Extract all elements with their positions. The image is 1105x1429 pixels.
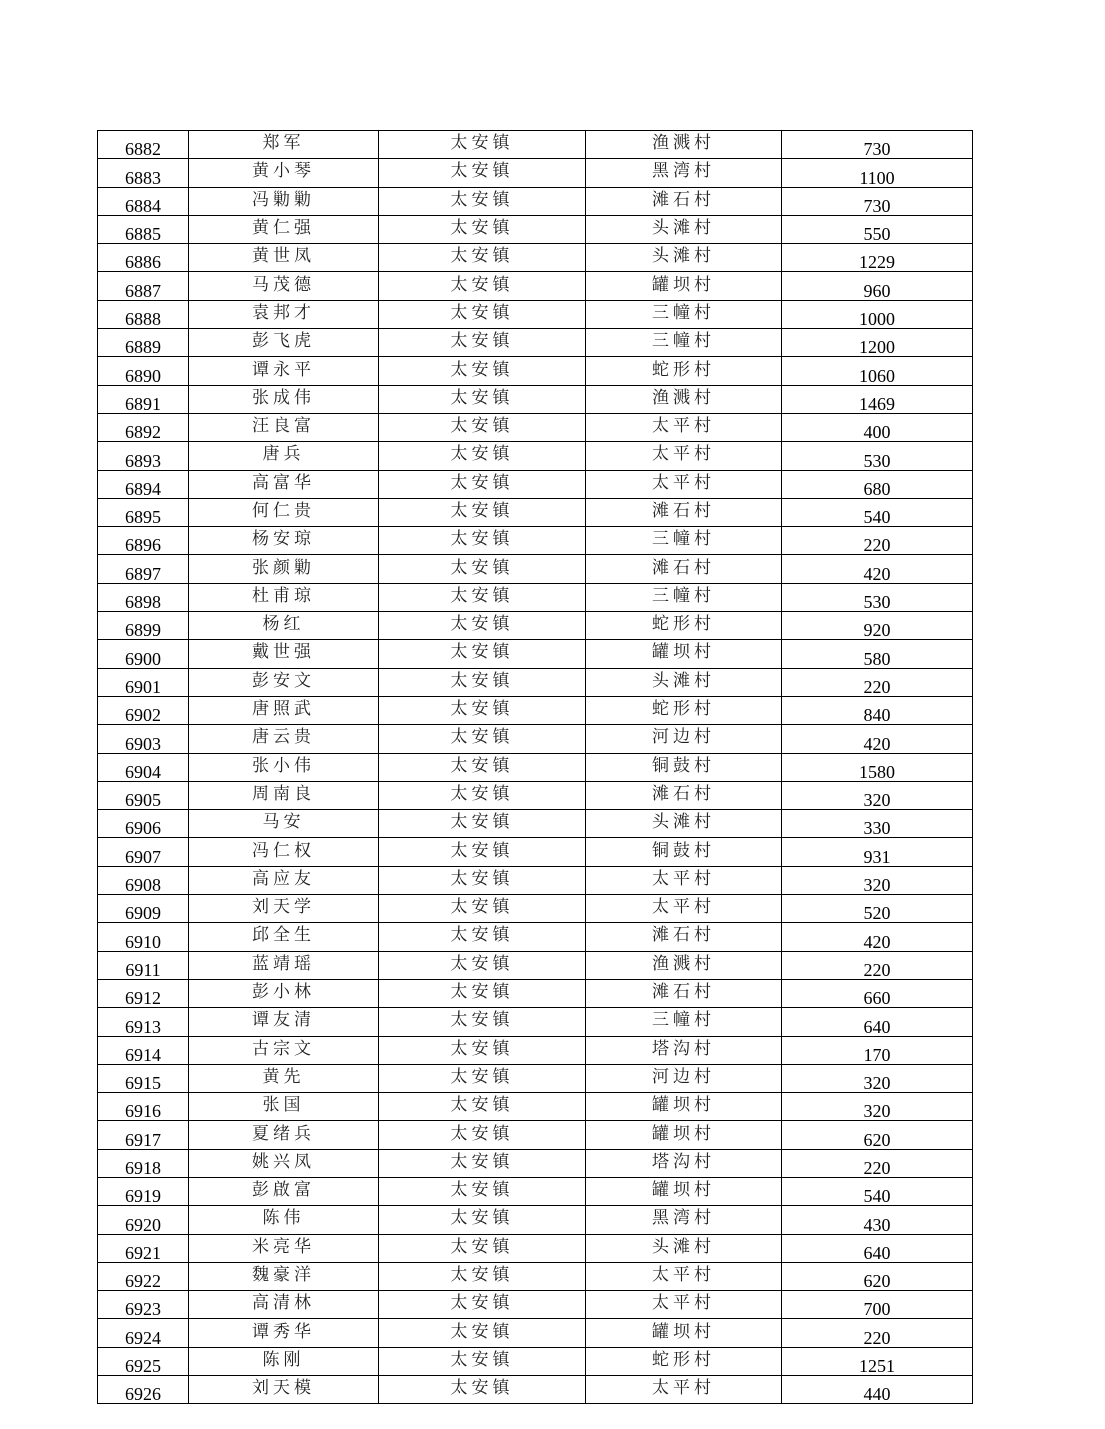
row-number-cell: 6911 <box>98 951 189 979</box>
amount-cell: 420 <box>782 923 973 951</box>
table-row <box>98 187 973 215</box>
town-cell: 太安镇 <box>379 923 586 951</box>
row-number-cell: 6908 <box>98 866 189 894</box>
village-cell: 蛇形村 <box>586 696 782 724</box>
name-cell: 魏豪洋 <box>189 1262 379 1290</box>
amount-cell: 320 <box>782 781 973 809</box>
table-body <box>98 131 973 1404</box>
amount-cell: 320 <box>782 1064 973 1092</box>
table-row <box>98 838 973 866</box>
village-cell: 渔溅村 <box>586 385 782 413</box>
name-cell: 张颜勦 <box>189 555 379 583</box>
row-number-cell: 6886 <box>98 244 189 272</box>
row-number-cell: 6899 <box>98 612 189 640</box>
amount-cell: 220 <box>782 1149 973 1177</box>
table-row <box>98 781 973 809</box>
table-row <box>98 527 973 555</box>
village-cell: 滩石村 <box>586 979 782 1007</box>
town-cell: 太安镇 <box>379 725 586 753</box>
row-number-cell: 6891 <box>98 385 189 413</box>
name-cell: 高应友 <box>189 866 379 894</box>
village-cell: 罐坝村 <box>586 1319 782 1347</box>
amount-cell: 840 <box>782 696 973 724</box>
table-row <box>98 131 973 159</box>
table-row <box>98 442 973 470</box>
row-number-cell: 6893 <box>98 442 189 470</box>
town-cell: 太安镇 <box>379 215 586 243</box>
town-cell: 太安镇 <box>379 1291 586 1319</box>
village-cell: 头滩村 <box>586 810 782 838</box>
name-cell: 黄小琴 <box>189 159 379 187</box>
village-cell: 铜鼓村 <box>586 838 782 866</box>
amount-cell: 1469 <box>782 385 973 413</box>
village-cell: 铜鼓村 <box>586 753 782 781</box>
village-cell: 三幢村 <box>586 583 782 611</box>
amount-cell: 320 <box>782 1093 973 1121</box>
town-cell: 太安镇 <box>379 442 586 470</box>
amount-cell: 680 <box>782 470 973 498</box>
row-number-cell: 6883 <box>98 159 189 187</box>
town-cell: 太安镇 <box>379 753 586 781</box>
table-row <box>98 1319 973 1347</box>
name-cell: 高富华 <box>189 470 379 498</box>
table-row <box>98 1121 973 1149</box>
town-cell: 太安镇 <box>379 1234 586 1262</box>
name-cell: 张成伟 <box>189 385 379 413</box>
town-cell: 太安镇 <box>379 329 586 357</box>
amount-cell: 320 <box>782 866 973 894</box>
town-cell: 太安镇 <box>379 1347 586 1375</box>
amount-cell: 730 <box>782 131 973 159</box>
town-cell: 太安镇 <box>379 1036 586 1064</box>
recipient-table <box>97 130 973 1404</box>
village-cell: 渔溅村 <box>586 951 782 979</box>
name-cell: 彭飞虎 <box>189 329 379 357</box>
table-row <box>98 1206 973 1234</box>
name-cell: 唐云贵 <box>189 725 379 753</box>
village-cell: 太平村 <box>586 442 782 470</box>
table-row <box>98 725 973 753</box>
row-number-cell: 6924 <box>98 1319 189 1347</box>
table-row <box>98 1149 973 1177</box>
row-number-cell: 6925 <box>98 1347 189 1375</box>
amount-cell: 220 <box>782 951 973 979</box>
village-cell: 塔沟村 <box>586 1149 782 1177</box>
village-cell: 三幢村 <box>586 300 782 328</box>
village-cell: 黑湾村 <box>586 159 782 187</box>
village-cell: 罐坝村 <box>586 272 782 300</box>
town-cell: 太安镇 <box>379 612 586 640</box>
row-number-cell: 6919 <box>98 1177 189 1205</box>
name-cell: 黄世凤 <box>189 244 379 272</box>
table-row <box>98 1036 973 1064</box>
amount-cell: 1000 <box>782 300 973 328</box>
village-cell: 滩石村 <box>586 498 782 526</box>
row-number-cell: 6915 <box>98 1064 189 1092</box>
amount-cell: 640 <box>782 1234 973 1262</box>
town-cell: 太安镇 <box>379 640 586 668</box>
town-cell: 太安镇 <box>379 131 586 159</box>
town-cell: 太安镇 <box>379 979 586 1007</box>
name-cell: 黄先 <box>189 1064 379 1092</box>
row-number-cell: 6923 <box>98 1291 189 1319</box>
amount-cell: 430 <box>782 1206 973 1234</box>
village-cell: 头滩村 <box>586 244 782 272</box>
row-number-cell: 6910 <box>98 923 189 951</box>
row-number-cell: 6887 <box>98 272 189 300</box>
village-cell: 黑湾村 <box>586 1206 782 1234</box>
amount-cell: 170 <box>782 1036 973 1064</box>
amount-cell: 960 <box>782 272 973 300</box>
village-cell: 罐坝村 <box>586 640 782 668</box>
amount-cell: 700 <box>782 1291 973 1319</box>
town-cell: 太安镇 <box>379 527 586 555</box>
table-row <box>98 1347 973 1375</box>
amount-cell: 520 <box>782 895 973 923</box>
amount-cell: 931 <box>782 838 973 866</box>
row-number-cell: 6913 <box>98 1008 189 1036</box>
name-cell: 古宗文 <box>189 1036 379 1064</box>
name-cell: 陈伟 <box>189 1206 379 1234</box>
row-number-cell: 6898 <box>98 583 189 611</box>
row-number-cell: 6907 <box>98 838 189 866</box>
town-cell: 太安镇 <box>379 272 586 300</box>
town-cell: 太安镇 <box>379 300 586 328</box>
amount-cell: 580 <box>782 640 973 668</box>
town-cell: 太安镇 <box>379 159 586 187</box>
village-cell: 罐坝村 <box>586 1177 782 1205</box>
amount-cell: 1060 <box>782 357 973 385</box>
name-cell: 戴世强 <box>189 640 379 668</box>
name-cell: 汪良富 <box>189 413 379 441</box>
name-cell: 郑军 <box>189 131 379 159</box>
table-row <box>98 159 973 187</box>
town-cell: 太安镇 <box>379 1093 586 1121</box>
table-row <box>98 979 973 1007</box>
table-row <box>98 498 973 526</box>
village-cell: 太平村 <box>586 895 782 923</box>
amount-cell: 220 <box>782 1319 973 1347</box>
town-cell: 太安镇 <box>379 1262 586 1290</box>
row-number-cell: 6901 <box>98 668 189 696</box>
amount-cell: 550 <box>782 215 973 243</box>
village-cell: 罐坝村 <box>586 1121 782 1149</box>
name-cell: 邱全生 <box>189 923 379 951</box>
name-cell: 刘天学 <box>189 895 379 923</box>
row-number-cell: 6892 <box>98 413 189 441</box>
town-cell: 太安镇 <box>379 357 586 385</box>
name-cell: 夏绪兵 <box>189 1121 379 1149</box>
amount-cell: 220 <box>782 527 973 555</box>
village-cell: 滩石村 <box>586 923 782 951</box>
amount-cell: 420 <box>782 555 973 583</box>
village-cell: 蛇形村 <box>586 357 782 385</box>
town-cell: 太安镇 <box>379 810 586 838</box>
village-cell: 罐坝村 <box>586 1093 782 1121</box>
name-cell: 唐兵 <box>189 442 379 470</box>
village-cell: 太平村 <box>586 470 782 498</box>
row-number-cell: 6918 <box>98 1149 189 1177</box>
village-cell: 三幢村 <box>586 527 782 555</box>
village-cell: 滩石村 <box>586 555 782 583</box>
row-number-cell: 6909 <box>98 895 189 923</box>
village-cell: 渔溅村 <box>586 131 782 159</box>
name-cell: 马茂德 <box>189 272 379 300</box>
amount-cell: 540 <box>782 1177 973 1205</box>
name-cell: 彭小林 <box>189 979 379 1007</box>
amount-cell: 400 <box>782 413 973 441</box>
amount-cell: 1100 <box>782 159 973 187</box>
name-cell: 高清林 <box>189 1291 379 1319</box>
village-cell: 太平村 <box>586 1376 782 1404</box>
table-row <box>98 668 973 696</box>
name-cell: 周南良 <box>189 781 379 809</box>
table-row <box>98 696 973 724</box>
row-number-cell: 6920 <box>98 1206 189 1234</box>
name-cell: 杜甫琼 <box>189 583 379 611</box>
row-number-cell: 6902 <box>98 696 189 724</box>
town-cell: 太安镇 <box>379 187 586 215</box>
row-number-cell: 6926 <box>98 1376 189 1404</box>
name-cell: 姚兴凤 <box>189 1149 379 1177</box>
table-row <box>98 1376 973 1404</box>
table-row <box>98 1064 973 1092</box>
name-cell: 冯勦勦 <box>189 187 379 215</box>
town-cell: 太安镇 <box>379 1376 586 1404</box>
table-row <box>98 244 973 272</box>
name-cell: 刘天模 <box>189 1376 379 1404</box>
town-cell: 太安镇 <box>379 951 586 979</box>
table-row <box>98 866 973 894</box>
row-number-cell: 6914 <box>98 1036 189 1064</box>
row-number-cell: 6916 <box>98 1093 189 1121</box>
table-row <box>98 470 973 498</box>
table-row <box>98 215 973 243</box>
name-cell: 冯仁权 <box>189 838 379 866</box>
town-cell: 太安镇 <box>379 1008 586 1036</box>
town-cell: 太安镇 <box>379 244 586 272</box>
village-cell: 头滩村 <box>586 1234 782 1262</box>
amount-cell: 660 <box>782 979 973 1007</box>
table-row <box>98 923 973 951</box>
row-number-cell: 6885 <box>98 215 189 243</box>
name-cell: 袁邦才 <box>189 300 379 328</box>
row-number-cell: 6884 <box>98 187 189 215</box>
town-cell: 太安镇 <box>379 1177 586 1205</box>
name-cell: 杨安琼 <box>189 527 379 555</box>
town-cell: 太安镇 <box>379 470 586 498</box>
town-cell: 太安镇 <box>379 781 586 809</box>
row-number-cell: 6904 <box>98 753 189 781</box>
amount-cell: 540 <box>782 498 973 526</box>
row-number-cell: 6903 <box>98 725 189 753</box>
town-cell: 太安镇 <box>379 866 586 894</box>
village-cell: 蛇形村 <box>586 612 782 640</box>
town-cell: 太安镇 <box>379 498 586 526</box>
row-number-cell: 6921 <box>98 1234 189 1262</box>
name-cell: 彭安文 <box>189 668 379 696</box>
row-number-cell: 6888 <box>98 300 189 328</box>
amount-cell: 530 <box>782 442 973 470</box>
amount-cell: 920 <box>782 612 973 640</box>
table-row <box>98 1291 973 1319</box>
village-cell: 头滩村 <box>586 668 782 696</box>
amount-cell: 640 <box>782 1008 973 1036</box>
table-row <box>98 1262 973 1290</box>
village-cell: 太平村 <box>586 1291 782 1319</box>
amount-cell: 1200 <box>782 329 973 357</box>
amount-cell: 620 <box>782 1121 973 1149</box>
row-number-cell: 6905 <box>98 781 189 809</box>
name-cell: 陈刚 <box>189 1347 379 1375</box>
table-row <box>98 583 973 611</box>
town-cell: 太安镇 <box>379 385 586 413</box>
name-cell: 马安 <box>189 810 379 838</box>
table-row <box>98 1008 973 1036</box>
name-cell: 彭啟富 <box>189 1177 379 1205</box>
name-cell: 谭永平 <box>189 357 379 385</box>
town-cell: 太安镇 <box>379 1064 586 1092</box>
village-cell: 河边村 <box>586 1064 782 1092</box>
village-cell: 塔沟村 <box>586 1036 782 1064</box>
row-number-cell: 6882 <box>98 131 189 159</box>
amount-cell: 420 <box>782 725 973 753</box>
table-row <box>98 1093 973 1121</box>
town-cell: 太安镇 <box>379 838 586 866</box>
amount-cell: 440 <box>782 1376 973 1404</box>
name-cell: 张国 <box>189 1093 379 1121</box>
name-cell: 谭秀华 <box>189 1319 379 1347</box>
town-cell: 太安镇 <box>379 1319 586 1347</box>
row-number-cell: 6922 <box>98 1262 189 1290</box>
amount-cell: 220 <box>782 668 973 696</box>
village-cell: 三幢村 <box>586 329 782 357</box>
amount-cell: 620 <box>782 1262 973 1290</box>
town-cell: 太安镇 <box>379 1206 586 1234</box>
row-number-cell: 6895 <box>98 498 189 526</box>
row-number-cell: 6894 <box>98 470 189 498</box>
name-cell: 谭友清 <box>189 1008 379 1036</box>
table-row <box>98 753 973 781</box>
row-number-cell: 6889 <box>98 329 189 357</box>
table-row <box>98 357 973 385</box>
table-row <box>98 329 973 357</box>
village-cell: 滩石村 <box>586 187 782 215</box>
row-number-cell: 6897 <box>98 555 189 583</box>
village-cell: 河边村 <box>586 725 782 753</box>
village-cell: 三幢村 <box>586 1008 782 1036</box>
village-cell: 太平村 <box>586 866 782 894</box>
village-cell: 太平村 <box>586 413 782 441</box>
town-cell: 太安镇 <box>379 668 586 696</box>
town-cell: 太安镇 <box>379 895 586 923</box>
table-row <box>98 612 973 640</box>
name-cell: 米亮华 <box>189 1234 379 1262</box>
town-cell: 太安镇 <box>379 1121 586 1149</box>
table-row <box>98 555 973 583</box>
name-cell: 黄仁强 <box>189 215 379 243</box>
table-row <box>98 640 973 668</box>
town-cell: 太安镇 <box>379 1149 586 1177</box>
name-cell: 蓝靖瑶 <box>189 951 379 979</box>
amount-cell: 330 <box>782 810 973 838</box>
row-number-cell: 6900 <box>98 640 189 668</box>
row-number-cell: 6896 <box>98 527 189 555</box>
table-row <box>98 385 973 413</box>
table-row <box>98 895 973 923</box>
village-cell: 太平村 <box>586 1262 782 1290</box>
town-cell: 太安镇 <box>379 696 586 724</box>
table-row <box>98 413 973 441</box>
table-row <box>98 1234 973 1262</box>
amount-cell: 1580 <box>782 753 973 781</box>
amount-cell: 1229 <box>782 244 973 272</box>
name-cell: 唐照武 <box>189 696 379 724</box>
town-cell: 太安镇 <box>379 413 586 441</box>
table-row <box>98 300 973 328</box>
name-cell: 张小伟 <box>189 753 379 781</box>
name-cell: 杨红 <box>189 612 379 640</box>
village-cell: 滩石村 <box>586 781 782 809</box>
amount-cell: 730 <box>782 187 973 215</box>
table-row <box>98 951 973 979</box>
amount-cell: 1251 <box>782 1347 973 1375</box>
row-number-cell: 6912 <box>98 979 189 1007</box>
name-cell: 何仁贵 <box>189 498 379 526</box>
town-cell: 太安镇 <box>379 583 586 611</box>
town-cell: 太安镇 <box>379 555 586 583</box>
village-cell: 蛇形村 <box>586 1347 782 1375</box>
table-row <box>98 1177 973 1205</box>
row-number-cell: 6906 <box>98 810 189 838</box>
row-number-cell: 6890 <box>98 357 189 385</box>
table-row <box>98 272 973 300</box>
table-row <box>98 810 973 838</box>
row-number-cell: 6917 <box>98 1121 189 1149</box>
amount-cell: 530 <box>782 583 973 611</box>
village-cell: 头滩村 <box>586 215 782 243</box>
